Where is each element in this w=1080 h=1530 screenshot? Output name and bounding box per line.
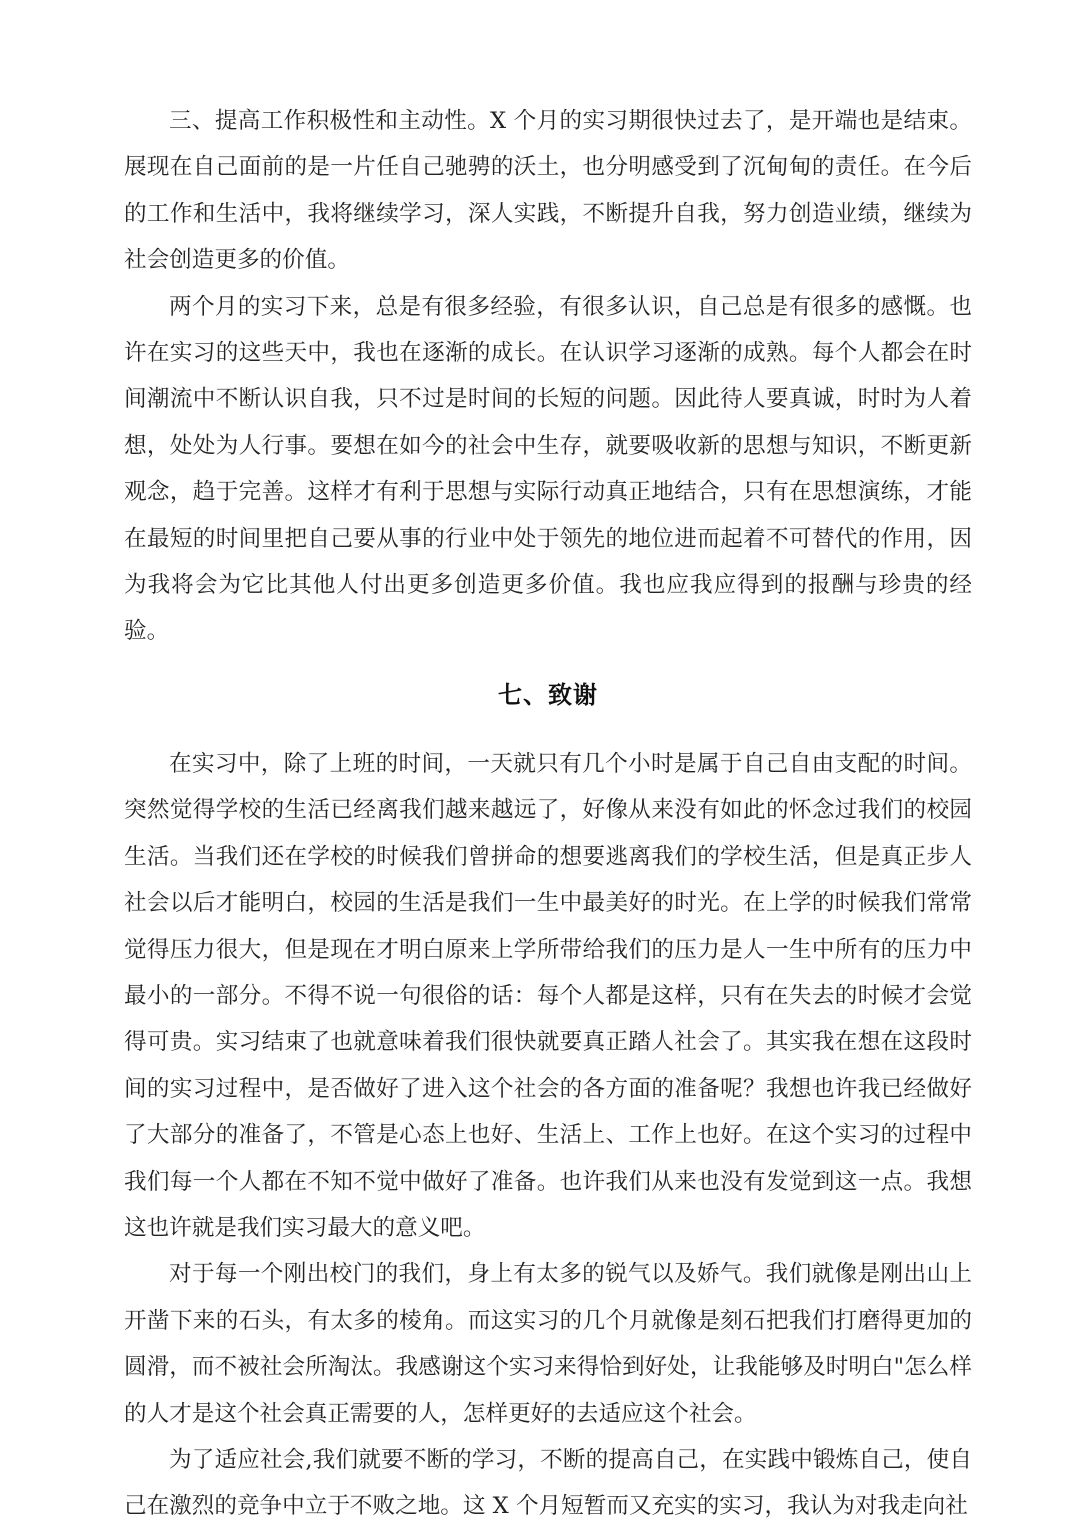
paragraph-internship-reflection: 两个月的实习下来，总是有很多经验，有很多认识，自己总是有很多的感慨。也许在实习的这些天中，我也在逐渐的成长。在认识学习逐渐的成熟。每个人都会在时间潮流中不断认识自我，只不过是时间的长短的问题。因此待人要真诚，时时为人着想，处处为人行事。要想在如今的社会中生存，就要吸收新的思想与知识，不断更新观念，趋于完善。这样才有利于思想与实际行动真正地结合，只有在思想演练，才能在最短的时间里把自己要从事的行业中处于领先的地位进而起着不可替代的作用，因为我将会为它比其他人付出更多创造更多价值。我也应我应得到的报酬与珍贵的经验。 <box>124 293 972 645</box>
section-heading-acknowledgements: 七、致谢 <box>498 680 598 709</box>
paragraph-improve-initiative: 三、提高工作积极性和主动性。X 个月的实习期很快过去了，是开端也是结束。展现在自己面前的是一片任自己驰骋的沃土，也分明感受到了沉甸甸的责任。在今后的工作和生活中，我将继续学习，深人实践，不断提升自我，努力创造业绩，继续为社会创造更多的价值。 <box>124 108 972 274</box>
document-page <box>124 98 972 1530</box>
paragraph-school-life: 在实习中，除了上班的时间，一天就只有几个小时是属于自己自由支配的时间。突然觉得学校的生活已经离我们越来越远了，好像从来没有如此的怀念过我们的校园生活。当我们还在学校的时候我们曾拼命的想要逃离我们的学校生活，但是真正步人社会以后才能明白，校园的生活是我们一生中最美好的时光。在上学的时候我们常常觉得压力很大，但是现在才明白原来上学所带给我们的压力是人一生中所有的压力中最小的一部分。不得不说一句很俗的话：每个人都是这样，只有在失去的时候才会觉得可贵。实习结束了也就意味着我们很快就要真正踏人社会了。其实我在想在这段时间的实习过程中，是否做好了进入这个社会的各方面的准备呢？我想也许我已经做好了大部分的准备了，不管是心态上也好、生活上、工作上也好。在这个实习的过程中我们每一个人都在不知不觉中做好了准备。也许我们从来也没有发觉到这一点。我想这也许就是我们实习最大的意义吧。 <box>124 750 972 1241</box>
paragraph-adapt-to-society: 为了适应社会,我们就要不断的学习，不断的提高自己，在实践中锻炼自己，使自己在激烈的竞争中立于不败之地。这 X 个月短暂而又充实的实习，我认为对我走向社 <box>124 1446 972 1520</box>
paragraph-sharp-edges: 对于每一个刚出校门的我们，身上有太多的锐气以及娇气。我们就像是刚出山上开凿下来的石头，有太多的棱角。而这实习的几个月就像是刻石把我们打磨得更加的圆滑，而不被社会所淘汰。我感谢这个实习来得恰到好处，让我能够及时明白"怎么样的人才是这个社会真正需要的人，怎样更好的去适应这个社会。 <box>124 1261 972 1427</box>
